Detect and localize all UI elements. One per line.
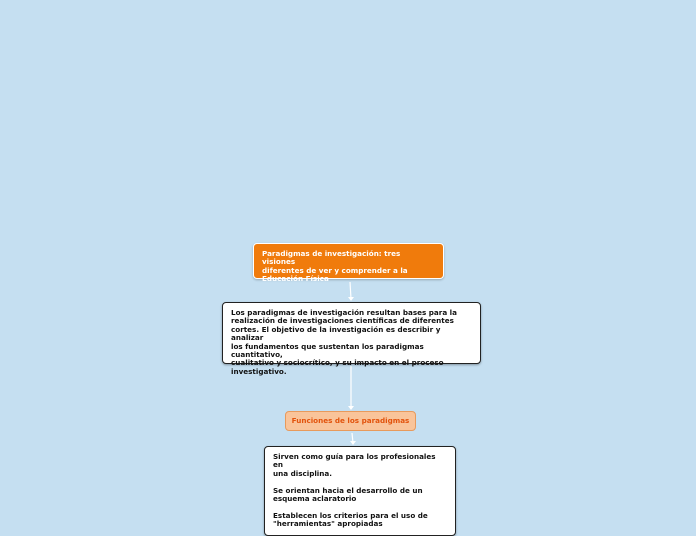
- functions-topic-node[interactable]: [285, 411, 416, 431]
- functions-list-text: Sirven como guía para los profesionales en una disciplina. Se orientan hacia el desarrollo de un esquema aclaratorio Establecen los criterios para el uso de "herramientas" apropiadas: [273, 452, 436, 529]
- description-node[interactable]: [222, 302, 481, 376]
- central-topic-node[interactable]: [253, 243, 444, 284]
- central-topic-text: Paradigmas de investigación: tres visiones diferentes de ver y comprender a la Educación Física: [262, 249, 408, 284]
- arrowhead-description: [348, 297, 354, 301]
- functions-list-node[interactable]: [264, 446, 456, 536]
- arrowhead-list: [350, 441, 356, 445]
- functions-topic-text: Funciones de los paradigmas: [291, 416, 410, 425]
- description-text: Los paradigmas de investigación resultan bases para la realización de investigaciones científicas de diferentes cortes. El objetivo de la investigación es describir y analizar los fundamentos que sustentan los paradigmas cuantitativo, cualitativo y sociocrítico, y su impacto en el proceso investigativo.: [231, 308, 457, 376]
- arrowhead-functions: [348, 406, 354, 410]
- connector-root-to-description: [350, 282, 351, 299]
